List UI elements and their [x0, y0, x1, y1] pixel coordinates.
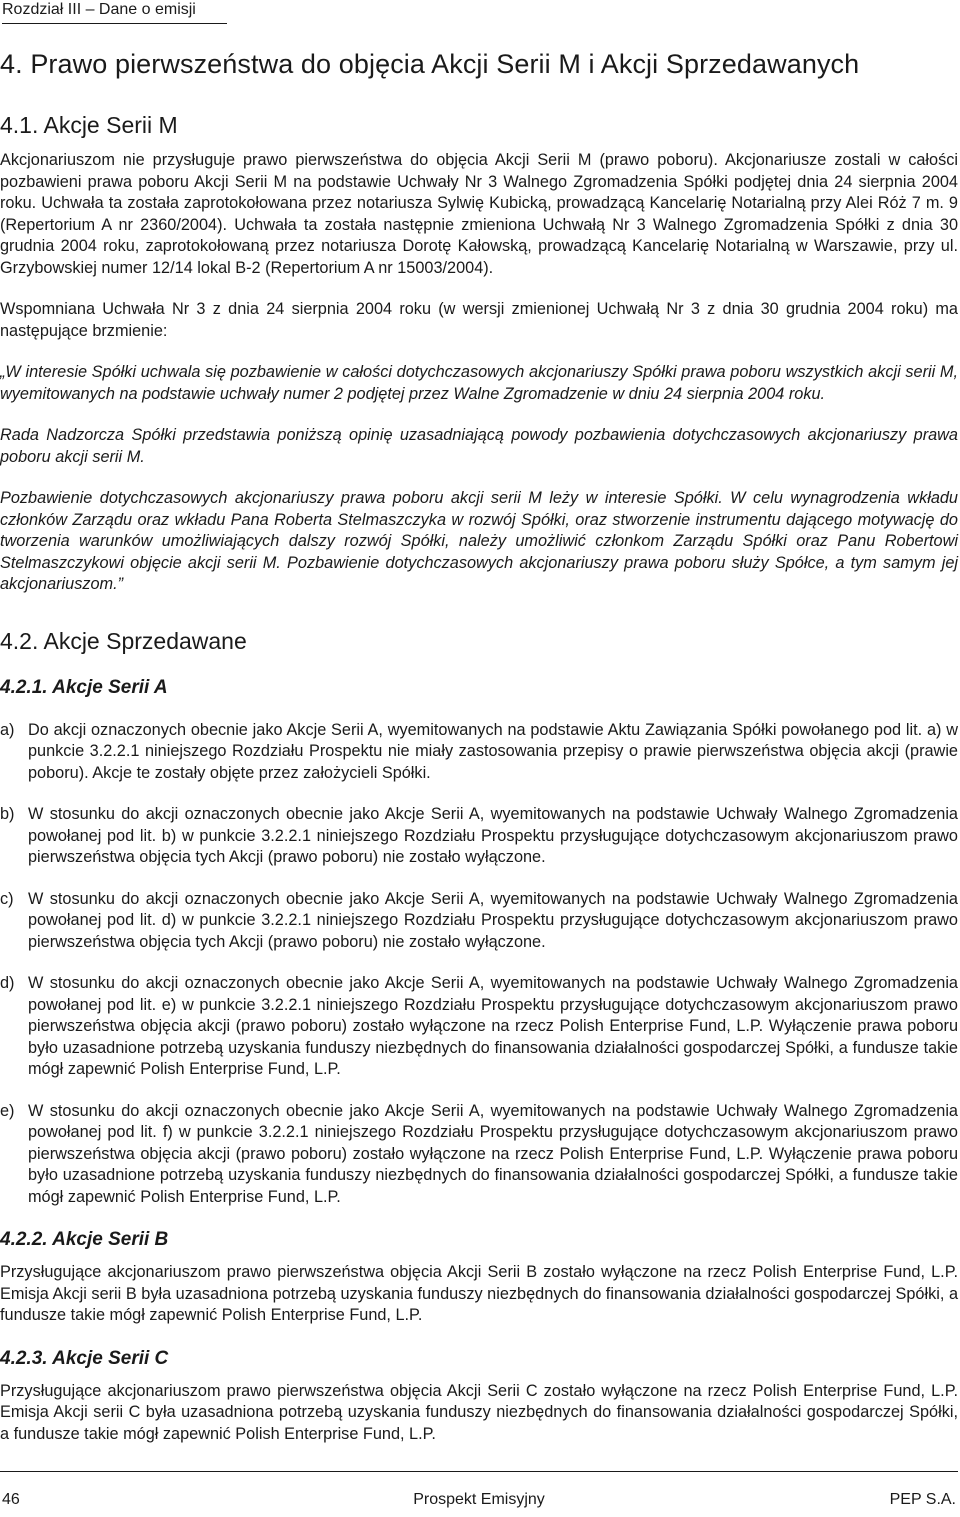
page-content [0, 34, 958, 1445]
list-item-text: W stosunku do akcji oznaczonych obecnie jako Akcje Serii A, wyemitowanych na podstawie Uchwały Walnego Zgromadzenia powołanej pod lit. f) w punkcie 3.2.2.1 niniejszego Rozdziału Prospektu przysługujące dotychczasowym akcjonariuszom prawo pierwszeństwa objęcia akcji (prawo poboru) zostało wyłączone na rzecz Polish Enterprise Fund, L.P. Wyłączenie prawa poboru było uzasadnione potrzebą uzyskania funduszy niezbędnych do finansowania działalności gospodarczej Spółki, a fundusze takie mógł zapewnić Polish Enterprise Fund, L.P. [28, 1101, 958, 1206]
list-item [0, 720, 958, 785]
list-item-text: W stosunku do akcji oznaczonych obecnie jako Akcje Serii A, wyemitowanych na podstawie Uchwały Walnego Zgromadzenia powołanej pod lit. e) w punkcie 3.2.2.1 niniejszego Rozdziału Prospektu przysługujące dotychczasowym akcjonariuszom prawo pierwszeństwa objęcia akcji (prawo poboru) zostało wyłączone na rzecz Polish Enterprise Fund, L.P. Wyłączenie prawa poboru było uzasadnione potrzebą uzyskania funduszy niezbędnych do finansowania działalności gospodarczej Spółki, a fundusze takie mógł zapewnić Polish Enterprise Fund, L.P. [28, 974, 958, 1078]
list-item-text: W stosunku do akcji oznaczonych obecnie jako Akcje Serii A, wyemitowanych na podstawie Uchwały Walnego Zgromadzenia powołanej pod lit. d) w punkcie 3.2.2.1 niniejszego Rozdziału Prospektu przysługujące dotychczasowym akcjonariuszom prawo pierwszeństwa objęcia tych Akcji (prawo poboru) nie zostało wyłączone. [28, 889, 958, 951]
list-marker: a) [0, 720, 15, 739]
list-marker: d) [0, 974, 15, 992]
paragraph-series-b: Przysługujące akcjonariuszom prawo pierwszeństwa objęcia Akcji Serii B zostało wyłączone na rzecz Polish Enterprise Fund, L.P. Emisja Akcji serii B była uzasadniona potrzebą uzyskania funduszy niezbędnych do finansowania działalności gospodarczej Spółki, a fundusze takie mógł zapewnić Polish Enterprise Fund, L.P. [0, 1263, 958, 1324]
list-item-text: Do akcji oznaczonych obecnie jako Akcje Serii A, wyemitowanych na podstawie Aktu Zawiązania Spółki powołanego pod lit. a) w punkcie 3.2.2.1 niniejszego Rozdziału Prospektu nie miały zastosowania przepisy o prawie pierwszeństwa objęcia akcji (prawie poboru). Akcje te zostały objęte przez założycieli Spółki. [28, 720, 958, 782]
list-item [0, 889, 958, 954]
subsection-title-series-m: 4.1. Akcje Serii M [0, 112, 178, 138]
list-item [0, 804, 958, 869]
list-item [0, 1101, 958, 1209]
list-item [0, 973, 958, 1081]
list-item-text: W stosunku do akcji oznaczonych obecnie jako Akcje Serii A, wyemitowanych na podstawie Uchwały Walnego Zgromadzenia powołanej pod lit. b) w punkcie 3.2.2.1 niniejszego Rozdziału Prospektu przysługujące dotychczasowym akcjonariuszom prawo pierwszeństwa objęcia tych Akcji (prawo poboru) nie zostało wyłączone. [28, 805, 958, 866]
subsection-title-sold-shares: 4.2. Akcje Sprzedawane [0, 627, 247, 654]
paragraph-resolution-intro: Wspomniana Uchwała Nr 3 z dnia 24 sierpnia 2004 roku (w wersji zmienionej Uchwałą Nr 3 z dnia 30 grudnia 2004 roku) ma następujące brzmienie: [0, 300, 958, 340]
paragraph-series-m-rights: Akcjonariuszom nie przysługuje prawo pierwszeństwa do objęcia Akcji Serii M (prawo poboru). Akcjonariusze zostali w całości pozbawieni prawa poboru Akcji Serii M na podstawie Uchwały Nr 3 Walnego Zgromadzenia Spółki podjętej dnia 24 sierpnia 2004 roku. Uchwała ta została zaprotokołowana przez notariusza Sylwię Kubicką, prowadzącą Kancelarię Notarialną przy Alei Róż 7 m. 9 (Repertorium A nr 2360/2004). Uchwała ta została następnie zmieniona Uchwałą Nr 3 Walnego Zgromadzenia Spółki z dnia 30 grudnia 2004 roku, zaprotokołowaną przez notariusza Dorotę Kałowską, prowadzącą Kancelarię Notarialną w Warszawie, przy ul. Grzybowskiej numer 12/14 lokal B-2 (Repertorium A nr 15003/2004). [0, 151, 958, 277]
quote-paragraph-2: Rada Nadzorcza Spółki przedstawia poniższą opinię uzasadniającą powody pozbawienia dotychczasowych akcjonariuszy prawa poboru akcji serii M. [0, 426, 958, 466]
document-title: Prospekt Emisyjny [413, 1491, 545, 1508]
page-footer [0, 1471, 958, 1517]
subsubsection-title-series-b: 4.2.2. Akcje Serii B [0, 1229, 169, 1250]
running-header [2, 0, 227, 24]
subsubsection-title-series-c: 4.2.3. Akcje Serii C [0, 1347, 169, 1369]
paragraph-series-c: Przysługujące akcjonariuszom prawo pierwszeństwa objęcia Akcji Serii C zostało wyłączone na rzecz Polish Enterprise Fund, L.P. Emisja Akcji serii C była uzasadniona potrzebą uzyskania funduszy niezbędnych do finansowania działalności gospodarczej Spółki, a fundusze takie mógł zapewnić Polish Enterprise Fund, L.P. [0, 1381, 958, 1443]
company-name: PEP S.A. [889, 1491, 956, 1508]
running-title: Rozdział III – Dane o emisji [2, 1, 196, 18]
subsubsection-title-series-a: 4.2.1. Akcje Serii A [0, 676, 168, 698]
list-marker: c) [0, 889, 14, 908]
list-marker: e) [0, 1101, 15, 1120]
page-number: 46 [2, 1491, 20, 1508]
quote-paragraph-3: Pozbawienie dotychczasowych akcjonariuszy prawa poboru akcji serii M leży w interesie Spółki. W celu wynagrodzenia wkładu członków Zarządu oraz wkładu Pana Roberta Stelmaszczyka w rozwój Spółki, oraz stworzenie instrumentu dającego motywację do tworzenia warunków umożliwiających dalszy rozwój Spółki, należy umożliwić członkom Zarządu Spółki oraz Panu Robertowi Stelmaszczykowi objęcie akcji serii M. Pozbawienie dotychczasowych akcjonariuszy prawa poboru służy Spółce, a tym samym jej akcjonariuszom.” [0, 489, 958, 593]
list-marker: b) [0, 805, 15, 823]
section-title: 4. Prawo pierwszeństwa do objęcia Akcji Serii M i Akcji Sprzedawanych [0, 49, 860, 79]
quote-paragraph-1: „W interesie Spółki uchwala się pozbawienie w całości dotychczasowych akcjonariuszy Spółki prawa poboru wszystkich akcji serii M, wyemitowanych na podstawie uchwały numer 2 podjętej przez Walne Zgromadzenie w dniu 24 sierpnia 2004 roku. [0, 363, 958, 403]
series-a-list [0, 720, 958, 1209]
